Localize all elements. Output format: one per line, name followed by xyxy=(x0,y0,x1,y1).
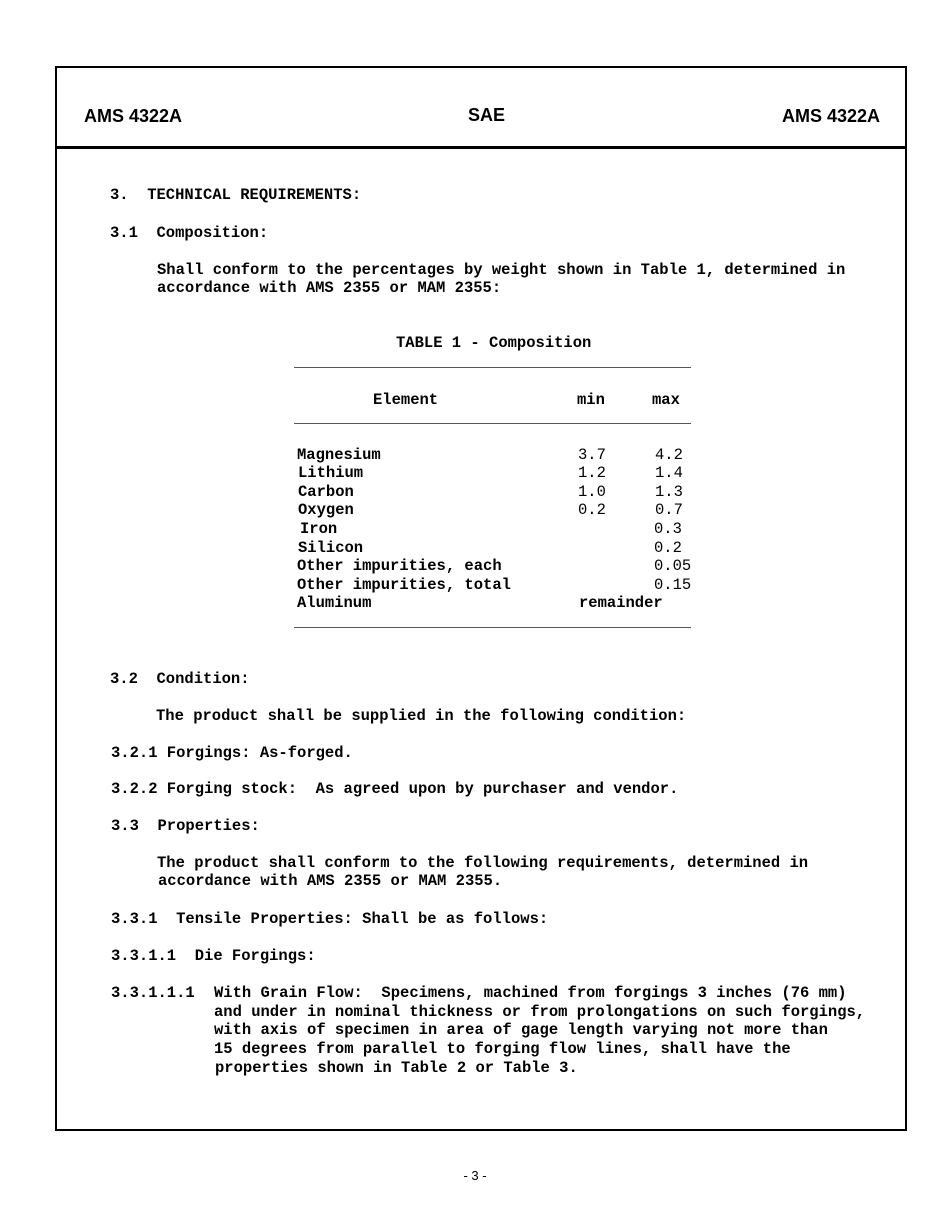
section-3-3-1-1-1-line1: With Grain Flow: Specimens, machined from forgings 3 inches (76 mm) xyxy=(214,984,847,1002)
table1-header-min: min xyxy=(577,391,605,409)
header-doc-id-right: AMS 4322A xyxy=(781,106,880,126)
header-org: SAE xyxy=(468,105,506,125)
section-3-3-1-1-1-line3: with axis of specimen in area of gage length varying not more than xyxy=(214,1021,828,1039)
table-cell-element: Oxygen xyxy=(298,501,354,519)
section-3-1-heading: 3.1 Composition: xyxy=(110,224,269,242)
table-cell-min: 0.2 xyxy=(578,501,606,519)
table-cell-max: 0.3 xyxy=(654,520,682,538)
table-cell-element: Magnesium xyxy=(297,446,381,464)
table1-top-rule xyxy=(294,367,691,368)
table-cell-min: remainder xyxy=(579,594,663,612)
table-cell-element: Lithium xyxy=(298,464,364,482)
table1-header-rule xyxy=(294,423,691,424)
section-3-3-1: 3.3.1 Tensile Properties: Shall be as follows: xyxy=(111,910,549,928)
page-number: - 3 - xyxy=(463,1168,487,1183)
section-3-3-heading: 3.3 Properties: xyxy=(111,817,260,835)
table-cell-max: 4.2 xyxy=(655,446,683,464)
table-cell-min: 1.2 xyxy=(578,464,606,482)
table-cell-max: 0.05 xyxy=(654,557,692,575)
table-cell-max: 1.4 xyxy=(655,464,683,482)
section-3-3-body-line1: The product shall conform to the following requirements, determined in xyxy=(157,854,809,872)
table-cell-element: Carbon xyxy=(298,483,354,501)
table1-title: TABLE 1 - Composition xyxy=(396,334,592,352)
section-3-2-2: 3.2.2 Forging stock: As agreed upon by purchaser and vendor. xyxy=(111,780,679,798)
table1-header-element: Element xyxy=(373,391,439,409)
section-3-2-body: The product shall be supplied in the following condition: xyxy=(156,707,687,725)
table1-header-max: max xyxy=(652,391,680,409)
table-cell-min: 3.7 xyxy=(578,446,606,464)
section-3-heading: 3. TECHNICAL REQUIREMENTS: xyxy=(110,186,362,204)
table-cell-max: 0.15 xyxy=(654,576,692,594)
section-3-3-1-1: 3.3.1.1 Die Forgings: xyxy=(111,947,316,965)
table-cell-element: Iron xyxy=(300,520,338,538)
section-3-2-heading: 3.2 Condition: xyxy=(110,670,250,688)
table-cell-element: Aluminum xyxy=(297,594,372,612)
table-cell-element: Silicon xyxy=(298,539,364,557)
section-3-2-1: 3.2.1 Forgings: As-forged. xyxy=(111,744,353,762)
header-doc-id-left: AMS 4322A xyxy=(84,106,183,126)
section-3-1-body-line2: accordance with AMS 2355 or MAM 2355: xyxy=(157,279,502,297)
section-3-1-body-line1: Shall conform to the percentages by weight shown in Table 1, determined in xyxy=(157,261,846,279)
section-3-3-1-1-1-line5: properties shown in Table 2 or Table 3. xyxy=(215,1059,578,1077)
page-header xyxy=(57,68,905,149)
table-cell-element: Other impurities, each xyxy=(297,557,502,575)
table-cell-max: 1.3 xyxy=(655,483,683,501)
table-cell-max: 0.2 xyxy=(654,539,682,557)
section-3-3-1-1-1-line4: 15 degrees from parallel to forging flow lines, shall have the xyxy=(214,1040,791,1058)
table-cell-element: Other impurities, total xyxy=(297,576,511,594)
section-3-3-1-1-1-number: 3.3.1.1.1 xyxy=(111,984,195,1002)
section-3-3-1-1-1-line2: and under in nominal thickness or from prolongations on such forgings, xyxy=(214,1003,866,1021)
table-cell-min: 1.0 xyxy=(578,483,606,501)
table1-bottom-rule xyxy=(294,627,691,628)
section-3-3-body-line2: accordance with AMS 2355 or MAM 2355. xyxy=(158,872,503,890)
table-cell-max: 0.7 xyxy=(655,501,683,519)
